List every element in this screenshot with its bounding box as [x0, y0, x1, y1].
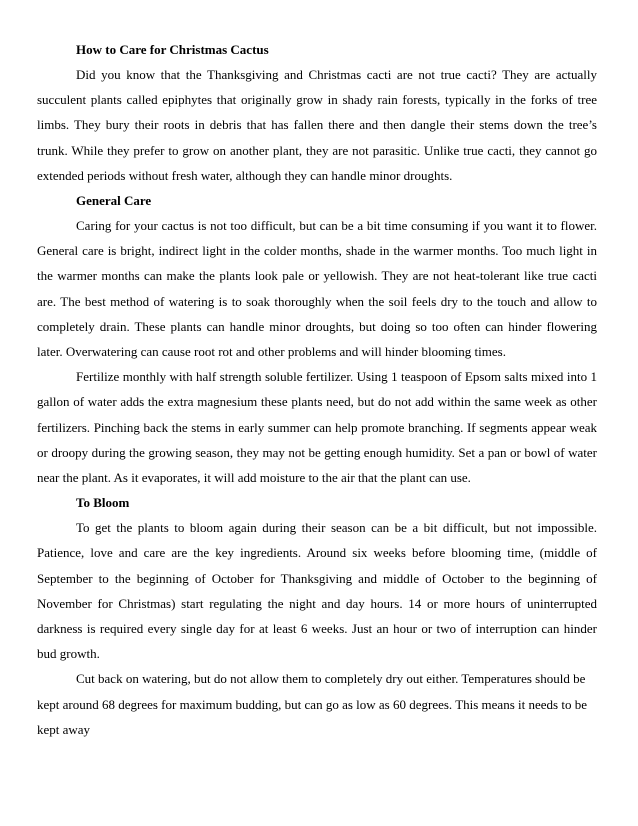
to-bloom-paragraph-2: Cut back on watering, but do not allow them to completely dry out either. Temperatures should be kept around 68 degrees for maximum budding, but can go as low as 60 degrees. This means it needs to be kept away: [37, 671, 587, 737]
general-care-paragraph-1: Caring for your cactus is not too difficult, but can be a bit time consuming if you want it to flower. General care is bright, indirect light in the colder months, shade in the warmer months. Too much light in the warmer months can make the plants look pale or yellowish. They are not heat-tolerant like true cacti are. The best method of watering is to soak thoroughly when the soil feels dry to the touch and allow to completely drain. These plants can handle minor droughts, but doing so too often can hinder flowering later. Overwatering can cause root rot and other problems and will hinder blooming times.: [37, 218, 597, 360]
document-title: How to Care for Christmas Cactus: [76, 42, 269, 57]
document-body: [37, 37, 597, 742]
intro-paragraph: Did you know that the Thanksgiving and Christmas cacti are not true cacti? They are actually succulent plants called epiphytes that originally grow in shady rain forests, typically in the forks of tree limbs. They bury their roots in debris that has fallen there and then dangle their stems down the tree’s trunk. While they prefer to grow on another plant, they are not parasitic. Unlike true cacti, they cannot go extended periods without fresh water, although they can handle minor droughts.: [37, 67, 597, 183]
section-heading-to-bloom: To Bloom: [76, 495, 130, 511]
general-care-paragraph-2: Fertilize monthly with half strength soluble fertilizer. Using 1 teaspoon of Epsom salts mixed into 1 gallon of water adds the extra magnesium these plants need, but do not add within the same week as other fertilizers. Pinching back the stems in early summer can help promote branching. If segments appear weak or droopy during the growing season, they may not be getting enough humidity. Set a pan or bowl of water near the plant. As it evaporates, it will add moisture to the air that the plant can use.: [37, 369, 597, 486]
to-bloom-paragraph-1: To get the plants to bloom again during their season can be a bit difficult, but not impossible. Patience, love and care are the key ingredients. Around six weeks before blooming time, (middle of September to the beginning of October for Thanksgiving and middle of October to the beginning of November for Christmas) start regulating the night and day hours. 14 or more hours of uninterrupted darkness is required every single day for at least 6 weeks. Just an hour or two of interruption can hinder bud growth.: [37, 520, 597, 662]
section-heading-general-care: General Care: [76, 193, 152, 209]
